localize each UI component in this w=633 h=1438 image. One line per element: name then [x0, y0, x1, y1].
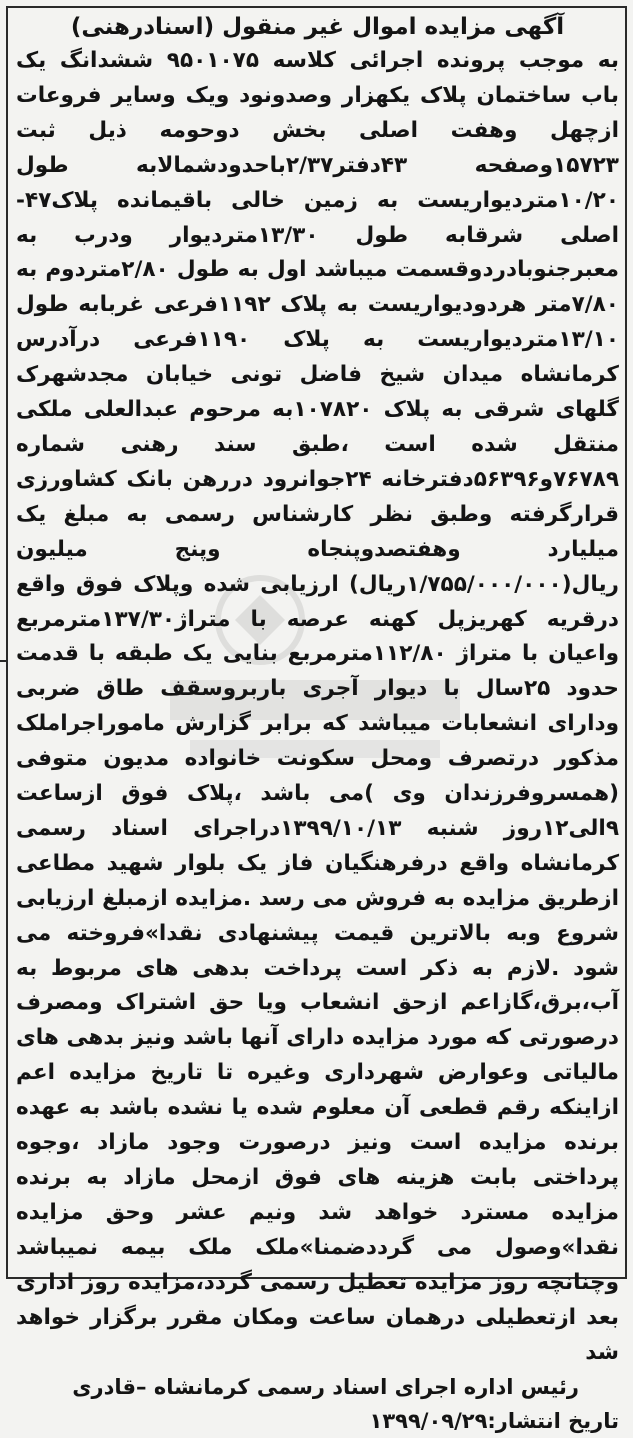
publication-date-value: ۱۳۹۹/۰۹/۲۹: [369, 1409, 488, 1434]
publication-date-line: [16, 1404, 619, 1438]
notice-body: به موجب پرونده اجرائی کلاسه ۹۵۰۱۰۷۵ ششدانگ یک باب ساختمان پلاک یکهزار وصدونود ویک وسایر فروعات ازچهل وهفت اصلی بخش دوحومه ذیل ثبت ۱۵۷۲۳وصفحه ۴۳دفتر۲/۳۷باحدودشمالابه طول ۱۰/۲۰متردیواریست به زمین خالی باقیمانده پلاک۴۷-اصلی شرقابه طول ۱۳/۳۰متردیوار ودرب به معبرجنوبادردوقسمت میباشد اول به طول ۲/۸۰متردوم به ۷/۸۰متر هردودیواریست به پلاک ۱۱۹۲فرعی غربابه طول ۱۳/۱۰متردیواریست به پلاک ۱۱۹۰فرعی درآدرس کرمانشاه میدان شیخ فاضل تونی خیابان مجدشهرک گلهای شرقی به پلاک ۱۰۷۸۲۰به مرحوم عبدالعلی ملکی منتقل شده است ،طبق سند رهنی شماره ۷۶۷۸۹و۵۶۳۹۶دفترخانه ۲۴جوانرود دررهن بانک کشاورزی قرارگرفته وطبق نظر کارشناس رسمی به مبلغ یک میلیارد وهفتصدوپنجاه وپنج میلیون ریال(۱/۷۵۵/۰۰۰/۰۰۰ریال) ارزیابی شده وپلاک فوق واقع درقریه کهریزپل کهنه عرصه با متراژ۱۳۷/۳۰مترمربع واعیان با متراژ ۱۱۲/۸۰مترمربع بنایی یک طبقه با قدمت حدود ۲۵سال با دیوار آجری باربروسقف طاق ضربی ودارای انشعابات میباشد که برابر گزارش ماموراجراملک مذکور درتصرف ومحل سکونت خانواده مدیون متوفی (همسروفرزندان وی )می باشد ،پلاک فوق ازساعت ۹الی۱۲روز شنبه ۱۳۹۹/۱۰/۱۳دراجرای اسناد رسمی کرمانشاه واقع درفرهنگیان فاز یک بلوار شهید مطاعی ازطریق مزایده به فروش می رسد .مزایده ازمبلغ ارزیابی شروع وبه بالاترین قیمت پیشنهادی نقدا»فروخته می شود .لازم به ذکر است پرداخت بدهی های مربوط به آب،برق،گازاعم ازحق انشعاب ویا حق اشتراک ومصرف درصورتی که مورد مزایده دارای آنها باشد ونیز بدهی های مالیاتی وعوارض شهرداری وغیره تا تاریخ مزایده اعم ازاینکه رقم قطعی آن معلوم شده یا نشده باشد به عهده برنده مزایده است ونیز درصورت وجود مازاد ،وجوه پرداختی بابت هزینه های فوق ازمحل مازاد به برنده مزایده مسترد خواهد شد ونیم عشر وحق مزایده نقدا»وصول می گرددضمنا»ملک ملک بیمه نمیباشد وچنانچه روز مزایده تعطیل رسمی گردد،مزایده روز اداری بعد ازتعطیلی درهمان ساعت ومکان مقرر برگزار خواهد شد: [16, 48, 620, 1365]
notice-title: آگهی مزایده اموال غیر منقول (اسنادرهنی): [70, 14, 565, 40]
publication-date-label: تاریخ انتشار:: [487, 1409, 619, 1434]
signature-line: رئیس اداره اجرای اسناد رسمی کرمانشاه –قادری: [72, 1375, 579, 1400]
notice-content: [16, 12, 619, 1438]
